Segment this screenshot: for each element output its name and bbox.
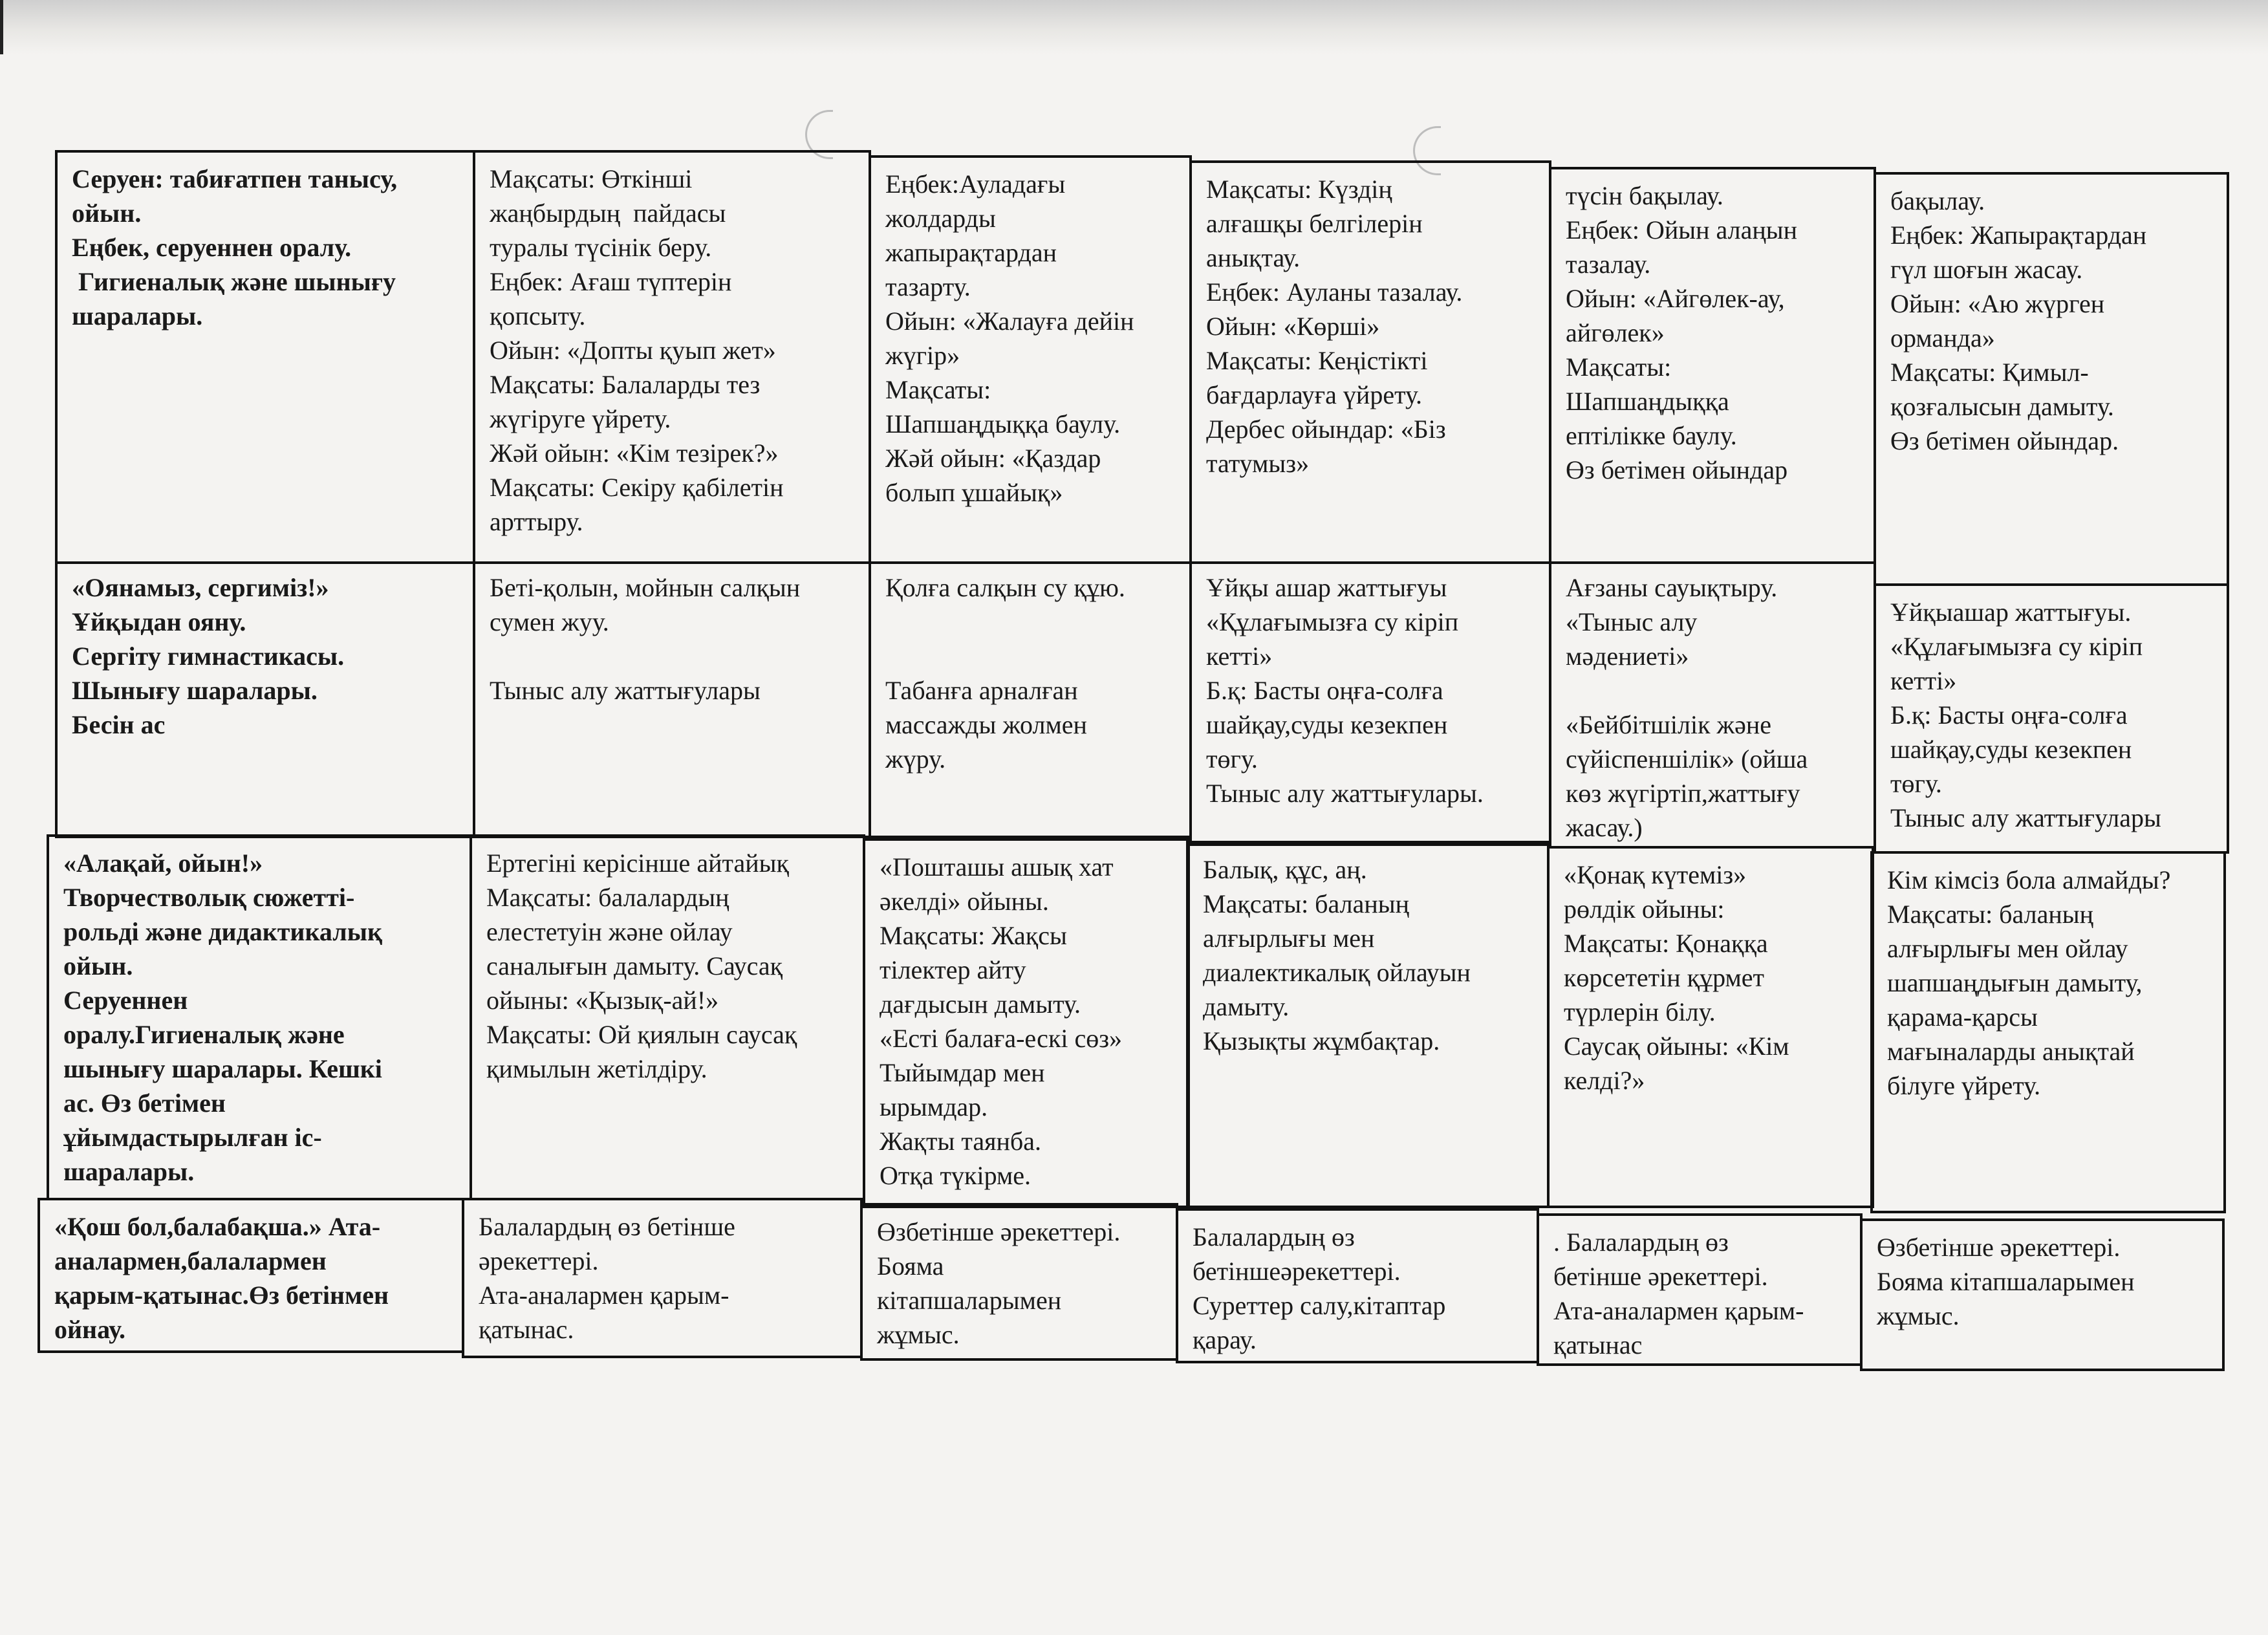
day-cell: . Балалардың өз бетінше әрекеттері. Ата-аналармен қарым- қатынас: [1537, 1213, 1863, 1366]
day-cell: Беті-қолын, мойнын салқын сумен жуу. Тыныс алу жаттығулары: [473, 561, 871, 838]
activity-cell: Серуен: табиғатпен танысу, ойын. Еңбек, серуеннен оралу. Гигиеналық және шынығу шаралары.: [55, 150, 475, 564]
activity-cell: «Алақай, ойын!» Творчестволық сюжетті- рольді және дидактикалық ойын. Серуеннен оралу.Гигиеналық және шынығу шаралары. Кешкі ас. Өз бетімен ұйымдастырылған іс- шаралары.: [47, 834, 472, 1200]
day-cell: Кім кімсіз бола алмайды? Мақсаты: баланың алғырлығы мен ойлау шапшаңдығын дамыту, қарама-қарсы мағыналарды анықтай білуге үйрету.: [1870, 851, 2226, 1213]
day-cell: бақылау. Еңбек: Жапырақтардан гүл шоғын жасау. Ойын: «Аю жүрген орманда» Мақсаты: Қимыл- қозғалысын дамыту. Өз бетімен ойындар.: [1874, 172, 2229, 586]
day-cell: Ертегіні керісінше айтайық Мақсаты: балалардың елестетуін және ойлау саналығын дамыту. Саусақ ойыны: «Қызық-ай!» Мақсаты: Ой қиялын саусақ қимылын жетілдіру.: [470, 834, 865, 1200]
day-cell: Өзбетінше әрекеттері. Бояма кітапшаларымен жұмыс.: [860, 1203, 1178, 1361]
scan-top-edge: [0, 0, 2268, 54]
day-cell: Мақсаты: Күздің алғашқы белгілерін анықтау. Еңбек: Ауланы тазалау. Ойын: «Көрші» Мақсаты: Кеңістікті бағдарлауға үйрету. Дербес ойындар: «Біз татумыз»: [1189, 160, 1551, 564]
day-cell: Ұйқыашар жаттығуы. «Құлағымызға су кіріп кетті» Б.қ: Басты оңға-солға шайқау,суды кезекпен төгу. Тыныс алу жаттығулары: [1874, 583, 2229, 854]
day-cell: Балық, құс, аң. Мақсаты: баланың алғырлығы мен диалектикалық ойлауын дамыту. Қызықты жұмбақтар.: [1186, 841, 1550, 1208]
day-cell: Қолға салқын су құю. Табанға арналған массажды жолмен жүру.: [869, 561, 1192, 838]
activity-cell: «Қош бол,балабақша.» Ата- аналармен,балалармен қарым-қатынас.Өз бетінмен ойнау.: [38, 1198, 464, 1353]
day-cell: Ағзаны сауықтыру. «Тыныс алу мәдениеті» «Бейбітшілік және сүйіспеншілік» (ойша көз жүгіртіп,жаттығу жасау.): [1549, 561, 1876, 849]
day-cell: Балалардың өз бетіншеәрекеттері. Суреттер салу,кітаптар қарау.: [1176, 1208, 1539, 1363]
day-cell: Өзбетінше әрекеттері. Бояма кітапшаларымен жұмыс.: [1860, 1218, 2225, 1371]
day-cell: Мақсаты: Өткінші жаңбырдың пайдасы туралы түсінік беру. Еңбек: Ағаш түптерін қопсыту. Ойын: «Допты қуып жет» Мақсаты: Балаларды тез жүгіруге үйрету. Жәй ойын: «Кім тезірек?» Мақсаты: Секіру қабілетін арттыру.: [473, 150, 871, 564]
day-cell: Ұйқы ашар жаттығуы «Құлағымызға су кіріп кетті» Б.қ: Басты оңға-солға шайқау,суды кезекпен төгу. Тыныс алу жаттығулары.: [1189, 561, 1551, 846]
day-cell: Балалардың өз бетінше әрекеттері. Ата-аналармен қарым- қатынас.: [462, 1198, 863, 1358]
day-cell: түсін бақылау. Еңбек: Ойын алаңын тазалау. Ойын: «Айгөлек-ау, айгөлек» Мақсаты: Шапшаңдыққа ептілікке баулу. Өз бетімен ойындар: [1549, 167, 1876, 564]
day-cell: «Қонақ күтеміз» рөлдік ойыны: Мақсаты: Қонаққа көрсететін құрмет түрлерін білу. Саусақ ойыны: «Кім келді?»: [1547, 846, 1874, 1208]
activity-cell: «Оянамыз, сергиміз!» Ұйқыдан ояну. Сергіту гимнастикасы. Шынығу шаралары. Бесін ас: [55, 561, 475, 838]
day-cell: Еңбек:Ауладағы жолдарды жапырақтардан тазарту. Ойын: «Жалауға дейін жүгір» Мақсаты: Шапшаңдыққа баулу. Жәй ойын: «Қаздар болып ұшайық»: [869, 155, 1192, 564]
day-cell: «Пошташы ашық хат әкелді» ойыны. Мақсаты: Жақсы тілектер айту дағдысын дамыту. «Есті балаға-ескі сөз» Тыйымдар мен ырымдар. Жақты таянба. Отқа түкірме.: [863, 838, 1190, 1208]
